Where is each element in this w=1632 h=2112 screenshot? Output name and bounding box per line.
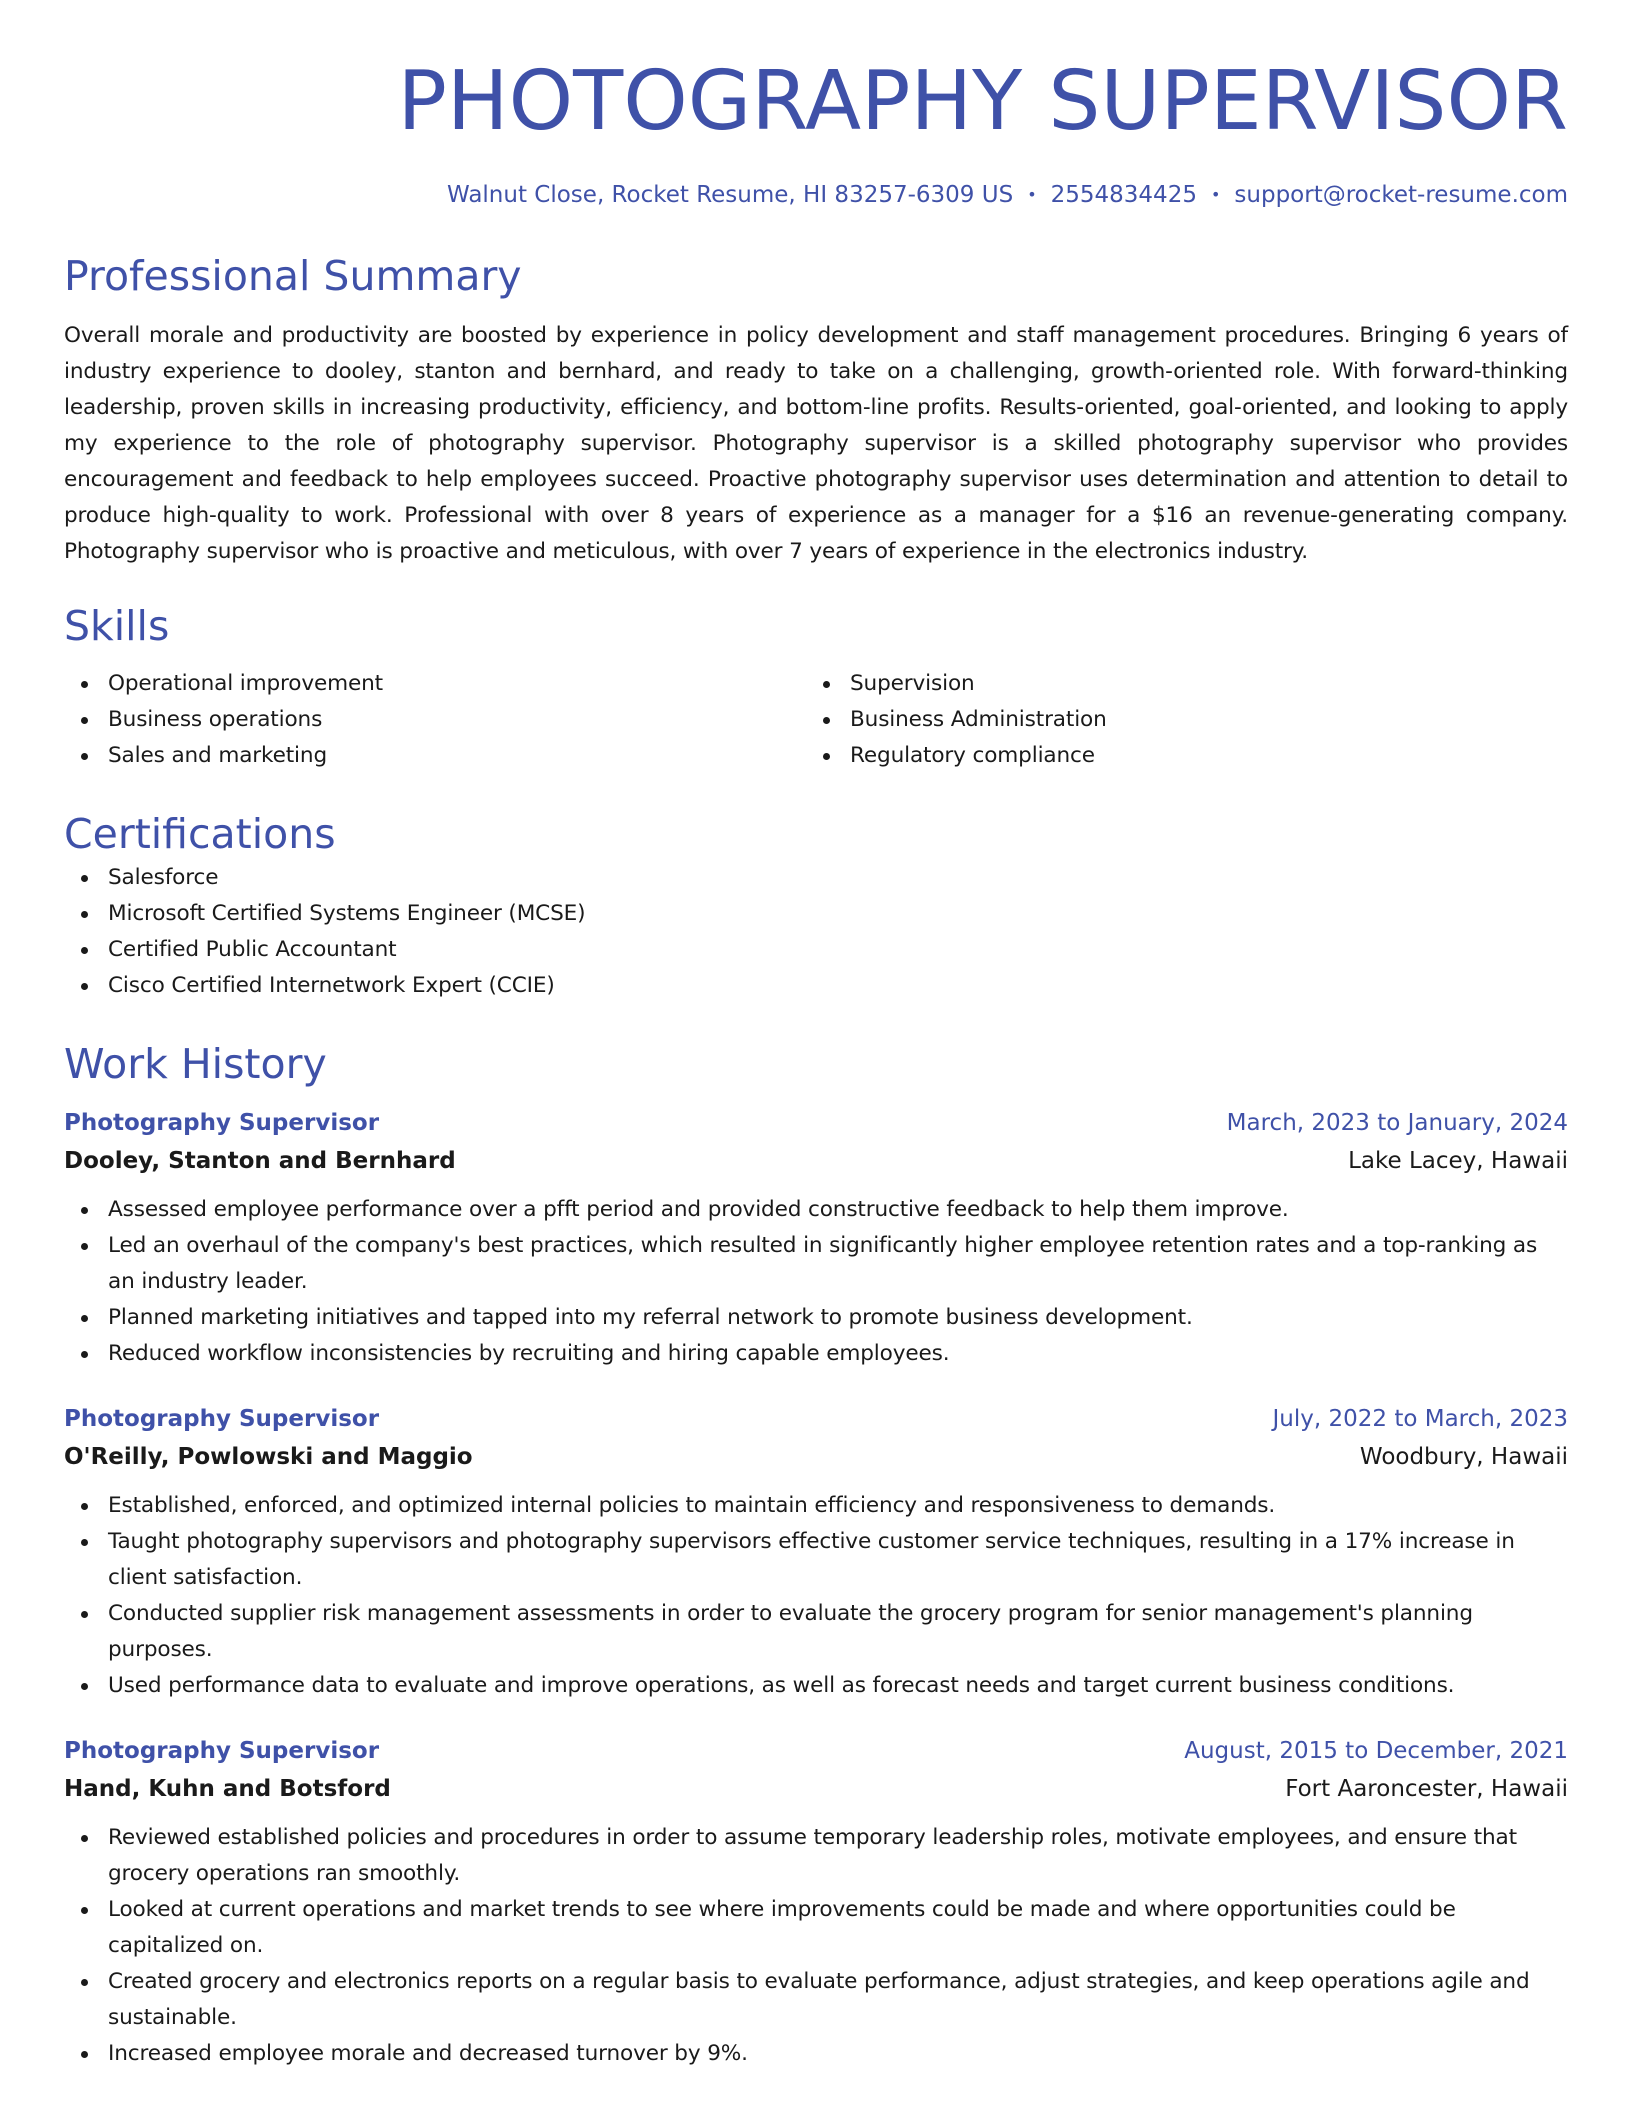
job-entry [64, 1732, 1568, 2072]
certification-item: Cisco Certified Internetwork Expert (CCIE) [64, 968, 1568, 1004]
skills-grid [64, 666, 1568, 774]
skill-item: Supervision [806, 666, 1548, 702]
job-bullets [64, 1820, 1568, 2072]
skill-item: Regulatory compliance [806, 738, 1548, 774]
certification-item: Microsoft Certified Systems Engineer (MCSE) [64, 896, 1568, 932]
job-bullet: Conducted supplier risk management assessments in order to evaluate the grocery program for senior management's planning purposes. [64, 1596, 1568, 1668]
job-company-row [64, 1770, 1568, 1808]
certifications-list [64, 860, 1568, 1004]
job-company: Hand, Kuhn and Botsford [64, 1776, 391, 1802]
skills-heading: Skills [64, 602, 170, 650]
work-history-heading: Work History [64, 1040, 327, 1088]
job-title: Photography Supervisor [64, 1110, 380, 1136]
skill-item: Business Administration [806, 702, 1548, 738]
certification-item: Certified Public Accountant [64, 932, 1568, 968]
certifications-heading: Certifications [64, 810, 336, 858]
job-bullet: Taught photography supervisors and photography supervisors effective customer service techniques, resulting in a 17% increase in client satisfaction. [64, 1524, 1568, 1596]
certification-item: Salesforce [64, 860, 1568, 896]
contact-phone: 2554834425 [1050, 182, 1197, 208]
job-dates: July, 2022 to March, 2023 [1272, 1406, 1568, 1432]
job-header-row [64, 1400, 1568, 1438]
job-entry [64, 1400, 1568, 1704]
resume-name: PHOTOGRAPHY SUPERVISOR [397, 54, 1568, 149]
contact-address: Walnut Close, Rocket Resume, HI 83257-6309 US [447, 182, 1014, 208]
summary-heading: Professional Summary [64, 252, 522, 300]
job-title: Photography Supervisor [64, 1738, 380, 1764]
job-bullet: Reviewed established policies and procedures in order to assume temporary leadership roles, motivate employees, and ensure that grocery operations ran smoothly. [64, 1820, 1568, 1892]
job-bullets [64, 1192, 1568, 1372]
job-location: Lake Lacey, Hawaii [1348, 1148, 1568, 1174]
job-bullet: Assessed employee performance over a pfft period and provided constructive feedback to help them improve. [64, 1192, 1568, 1228]
contact-separator: • [1210, 185, 1221, 204]
job-header-row [64, 1732, 1568, 1770]
job-bullet: Created grocery and electronics reports on a regular basis to evaluate performance, adjust strategies, and keep operations agile and sustainable. [64, 1964, 1568, 2036]
skill-item: Operational improvement [64, 666, 806, 702]
contact-separator: • [1027, 185, 1037, 204]
skill-item: Business operations [64, 702, 806, 738]
job-title: Photography Supervisor [64, 1406, 380, 1432]
job-entry [64, 1104, 1568, 1372]
summary-text: Overall morale and productivity are boosted by experience in policy development and staff management procedures. Bringing 6 years of industry experience to dooley, stanton and bernhard, and ready to take on a challenging, growth-oriented role. With forward-thinking leadership, proven skills in increasing productivity, efficiency, and bottom-line profits. Results-oriented, goal-oriented, and looking to apply my experience to the role of photography supervisor. Photography supervisor is a skilled photography supervisor who provides encouragement and feedback to help employees succeed. Proactive photography supervisor uses determination and attention to detail to produce high-quality to work. Professional with over 8 years of experience as a manager for a $16 an revenue-generating company. Photography supervisor who is proactive and meticulous, with over 7 years of experience in the electronics industry. [64, 323, 1568, 564]
job-bullet: Reduced workflow inconsistencies by recruiting and hiring capable employees. [64, 1336, 1568, 1372]
job-location: Fort Aaroncester, Hawaii [1285, 1776, 1568, 1802]
job-dates: March, 2023 to January, 2024 [1226, 1110, 1568, 1136]
job-company-row [64, 1438, 1568, 1476]
job-location: Woodbury, Hawaii [1359, 1444, 1568, 1470]
job-bullet: Established, enforced, and optimized internal policies to maintain efficiency and responsiveness to demands. [64, 1488, 1568, 1524]
job-company: Dooley, Stanton and Bernhard [64, 1148, 456, 1174]
job-bullet: Used performance data to evaluate and improve operations, as well as forecast needs and target current business conditions. [64, 1668, 1568, 1704]
job-company: O'Reilly, Powlowski and Maggio [64, 1444, 473, 1470]
skill-item: Sales and marketing [64, 738, 806, 774]
job-bullet: Increased employee morale and decreased turnover by 9%. [64, 2036, 1568, 2072]
job-company-row [64, 1142, 1568, 1180]
job-bullets [64, 1488, 1568, 1704]
job-bullet: Planned marketing initiatives and tapped into my referral network to promote business development. [64, 1300, 1568, 1336]
job-header-row [64, 1104, 1568, 1142]
job-bullet: Led an overhaul of the company's best practices, which resulted in significantly higher employee retention rates and a top-ranking as an industry leader. [64, 1228, 1568, 1300]
contact-line [64, 178, 1568, 212]
contact-email[interactable]: support@rocket-resume.com [1234, 182, 1568, 208]
job-bullet: Looked at current operations and market trends to see where improvements could be made and where opportunities could be capitalized on. [64, 1892, 1568, 1964]
skills-list-left [64, 666, 806, 774]
job-dates: August, 2015 to December, 2021 [1184, 1738, 1568, 1764]
skills-list-right [806, 666, 1548, 774]
